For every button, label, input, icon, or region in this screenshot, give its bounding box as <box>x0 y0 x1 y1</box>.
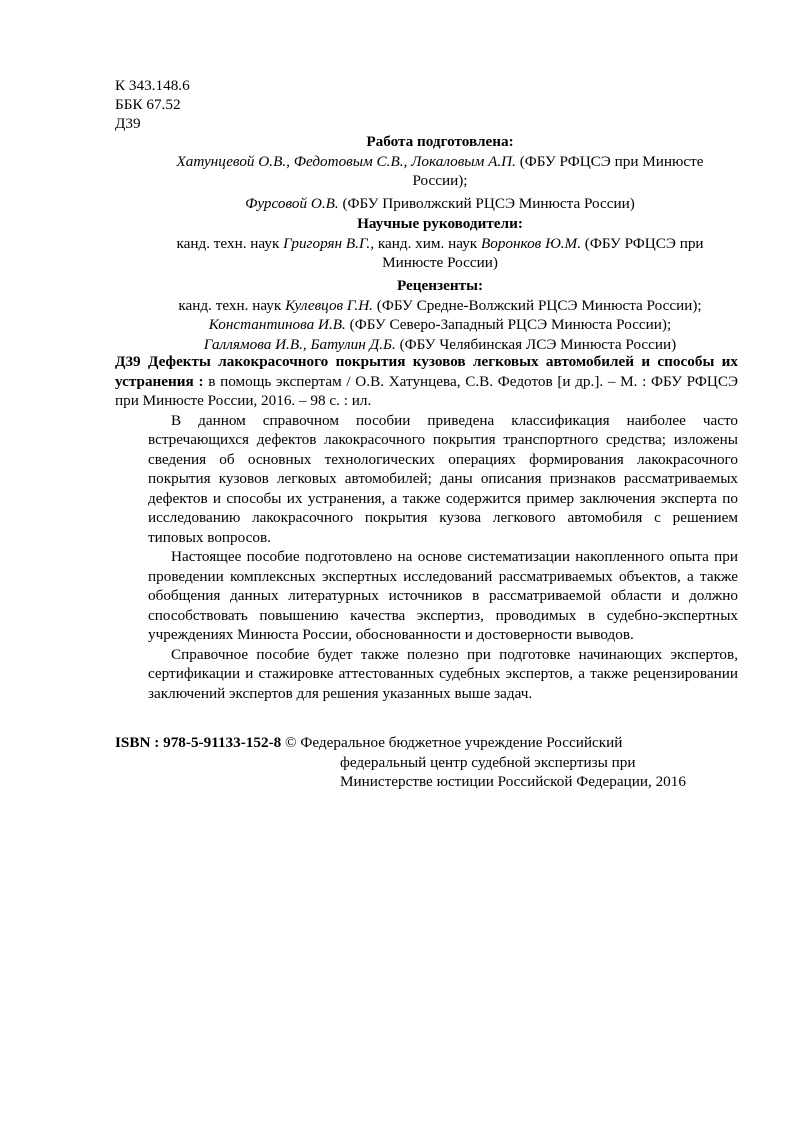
prepared-authors: Хатунцевой О.В., Федотовым С.В., Локаловым А.П. <box>176 152 516 170</box>
supervisor-degree-2: канд. хим. наук <box>374 234 481 252</box>
copyright-line-2: федеральный центр судебной экспертизы при <box>340 753 636 771</box>
supervisor-name-1: Григорян В.Г., <box>283 234 375 252</box>
annotation-paragraph-2: Настоящее пособие подготовлено на основе систематизации накопленного опыта при проведении комплексных экспертных исследований рассматриваемых объектов, а также обобщения данных литературных источников в рассматриваемой области и должно способствовать повышению качества экспертиз, проводимых в судебно-экспертных учреждениях Минюста России, обоснованности и достоверности выводов. <box>148 548 738 643</box>
prepared-section <box>145 132 735 213</box>
entry-code: Д39 <box>115 353 141 370</box>
udk-code: К 343.148.6 <box>115 77 190 94</box>
annotation-paragraph-3: Справочное пособие будет также полезно при подготовке начинающих экспертов, сертификации и стажировке аттестованных судебных экспертов, а также рецензировании заключений экспертов для решения указанных выше задач. <box>148 645 738 702</box>
reviewer-1-degree: канд. техн. наук <box>178 296 286 314</box>
copyright-line-3: Министерстве юстиции Российской Федерации, 2016 <box>340 773 686 790</box>
reviewer-3-org: (ФБУ Челябинская ЛСЭ Минюста России) <box>395 335 677 353</box>
copyright-line-1: © Федеральное бюджетное учреждение Российский <box>281 734 623 751</box>
prepared-line-2 <box>145 194 735 214</box>
reviewers-heading: Рецензенты: <box>396 277 484 294</box>
reviewer-1-name: Кулевцов Г.Н. <box>285 296 373 314</box>
entry-details: в помощь экспертам / О.В. Хатунцева, С.В. Федотов [и др.]. – М. : ФБУ РФЦСЭ при Минюсте России, 2016. – 98 с. : ил. <box>115 372 738 409</box>
reviewer-2-org: (ФБУ Северо-Западный РЦСЭ Минюста России); <box>345 316 672 333</box>
isbn-copyright <box>115 733 735 792</box>
classification-codes <box>115 76 190 133</box>
catalog-entry <box>115 352 738 703</box>
prepared-author-2: Фурсовой О.В. <box>245 194 339 212</box>
prepared-line-1-cont: России); <box>412 172 468 189</box>
author-mark: Д39 <box>115 115 141 132</box>
reviewer-2 <box>145 315 735 335</box>
entry-title: Дефекты лакокрасочного покрытия кузовов легковых автомобилей и способы их устранения : <box>115 353 738 390</box>
entry-heading <box>115 352 738 411</box>
reviewer-1-org: (ФБУ Средне-Волжский РЦСЭ Минюста России); <box>372 296 702 314</box>
supervisor-degree-1: канд. техн. наук <box>176 234 284 252</box>
isbn-number: ISBN : 978-5-91133-152-8 <box>115 734 282 751</box>
reviewer-1 <box>145 296 735 316</box>
prepared-org: (ФБУ РФЦСЭ при Минюсте <box>515 152 704 170</box>
supervisor-name-2: Воронков Ю.М. <box>480 234 581 252</box>
prepared-line-1 <box>145 152 735 172</box>
prepared-heading: Работа подготовлена: <box>366 133 514 150</box>
supervisors-heading: Научные руководители: <box>357 215 523 232</box>
reviewer-2-name: Константинова И.В. <box>208 316 346 333</box>
reviewer-3-name: Галлямова И.В., Батулин Д.Б. <box>203 335 396 353</box>
annotation-paragraph-1: В данном справочном пособии приведена классификация наиболее часто встречающихся дефектов лакокрасочного покрытия транспортного средства; изложены сведения об основных технологических операциях формирования лакокрасочного покрытия кузовов легковых автомобилей; даны описания признаков рассматриваемых дефектов и способы их устранения, а также содержится пример заключения эксперта по исследованию лакокрасочного покрытия кузова легкового автомобиля с решением типовых вопросов. <box>148 411 738 546</box>
reviewers-section <box>145 276 735 354</box>
supervisors-org-cont: Минюсте России) <box>382 254 498 271</box>
supervisors-line <box>145 234 735 254</box>
bbk-code: ББК 67.52 <box>115 96 181 113</box>
prepared-org-2: (ФБУ Приволжский РЦСЭ Минюста России) <box>338 194 635 212</box>
supervisor-org: (ФБУ РФЦСЭ при <box>581 234 704 252</box>
supervisors-section <box>145 214 735 273</box>
